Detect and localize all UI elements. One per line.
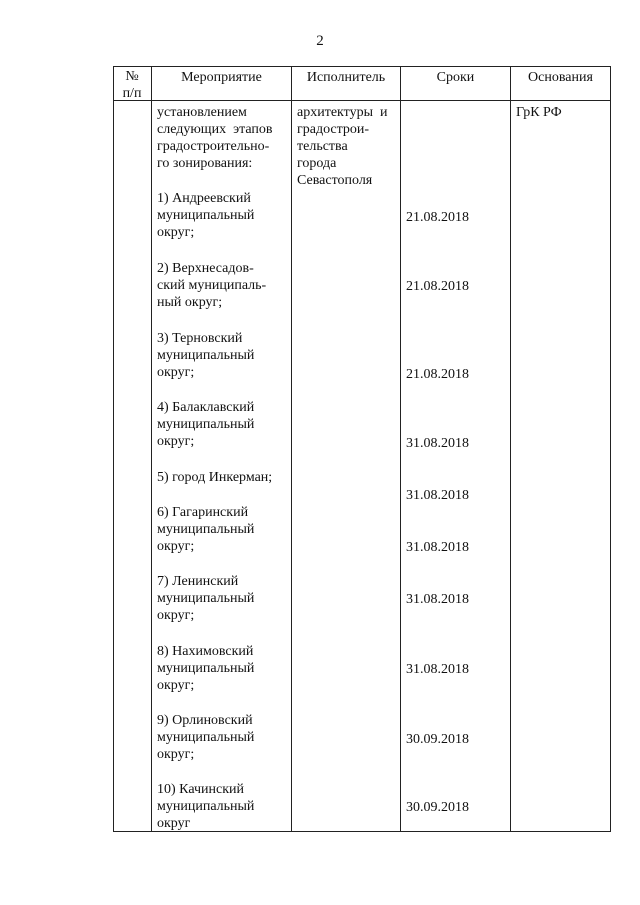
list-item-line: ский муниципаль- xyxy=(157,278,267,293)
event-intro-line: следующих этапов xyxy=(157,122,273,137)
list-item-line: муниципальный xyxy=(157,799,255,814)
list-item-line: 4) Балаклавский xyxy=(157,400,255,415)
event-intro-line: го зонирования: xyxy=(157,156,253,171)
deadline-date: 31.08.2018 xyxy=(406,540,469,555)
deadline-date: 31.08.2018 xyxy=(406,592,469,607)
list-item-line: муниципальный xyxy=(157,417,255,432)
list-item-line: 2) Верхнесадов- xyxy=(157,261,254,276)
deadline-date: 31.08.2018 xyxy=(406,488,469,503)
list-item-line: муниципальный xyxy=(157,591,255,606)
list-item-line: 5) город Инкерман; xyxy=(157,470,273,485)
executor-line: градострои- xyxy=(297,122,370,137)
list-item-line: 9) Орлиновский xyxy=(157,713,253,728)
header-basis: Основания xyxy=(528,70,593,85)
list-item-line: округ; xyxy=(157,225,195,240)
list-item-line: 8) Нахимовский xyxy=(157,644,254,659)
event-intro-line: градостроительно- xyxy=(157,139,270,154)
list-item-line: округ; xyxy=(157,365,195,380)
list-item-line: 6) Гагаринский xyxy=(157,505,249,520)
list-item-line: округ xyxy=(157,816,191,831)
list-item-line: муниципальный xyxy=(157,730,255,745)
deadline-date: 21.08.2018 xyxy=(406,367,469,382)
deadline-date: 21.08.2018 xyxy=(406,279,469,294)
list-item-line: муниципальный xyxy=(157,661,255,676)
header-number: № п/п xyxy=(122,69,142,101)
deadline-date: 31.08.2018 xyxy=(406,436,469,451)
header-event: Мероприятие xyxy=(181,70,262,85)
event-intro-line: установлением xyxy=(157,105,247,120)
executor-line: города xyxy=(297,156,337,171)
list-item-line: ный округ; xyxy=(157,295,223,310)
header-deadline: Сроки xyxy=(436,70,475,85)
executor-line: Севастополя xyxy=(297,173,373,188)
list-item-line: округ; xyxy=(157,539,195,554)
header-executor: Исполнитель xyxy=(306,70,386,85)
list-item-line: 10) Качинский xyxy=(157,782,244,797)
list-item-line: 7) Ленинский xyxy=(157,574,239,589)
list-item-line: муниципальный xyxy=(157,208,255,223)
list-item-line: округ; xyxy=(157,747,195,762)
list-item-line: округ; xyxy=(157,434,195,449)
page-number: 2 xyxy=(316,33,324,49)
deadline-date: 30.09.2018 xyxy=(406,800,469,815)
list-item-line: округ; xyxy=(157,608,195,623)
executor-line: тельства xyxy=(297,139,348,154)
list-item-line: муниципальный xyxy=(157,522,255,537)
basis-text: ГрК РФ xyxy=(516,105,562,120)
list-item-line: округ; xyxy=(157,678,195,693)
list-item-line: муниципальный xyxy=(157,348,255,363)
executor-line: архитектуры и xyxy=(297,105,388,120)
list-item-line: 3) Терновский xyxy=(157,331,243,346)
deadline-date: 30.09.2018 xyxy=(406,732,469,747)
deadline-date: 21.08.2018 xyxy=(406,210,469,225)
deadline-date: 31.08.2018 xyxy=(406,662,469,677)
list-item-line: 1) Андреевский xyxy=(157,191,251,206)
